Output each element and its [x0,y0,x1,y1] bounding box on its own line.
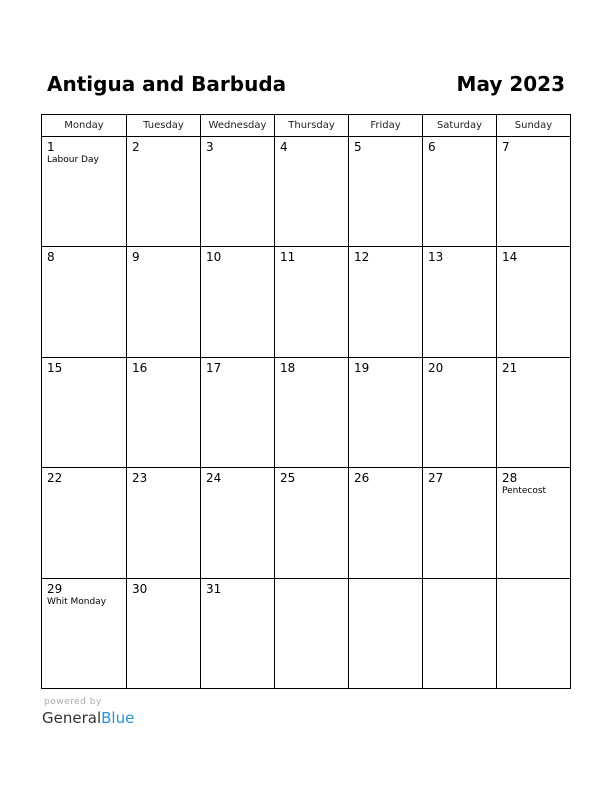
day-number: 31 [206,582,222,596]
day-number: 19 [354,361,370,375]
day-number: 5 [354,140,362,154]
day-number: 23 [132,471,148,485]
day-number: 24 [206,471,222,485]
weekday-header-monday: Monday [42,115,127,137]
day-cell-2 [127,137,201,247]
weekday-header-row [42,115,571,137]
empty-day-cell [497,579,571,689]
weekday-header-sunday: Sunday [497,115,571,137]
day-number: 14 [502,250,518,264]
day-cell-14 [497,247,571,358]
day-cell-29 [42,579,127,689]
day-cell-27 [423,468,497,579]
day-cell-20 [423,358,497,468]
empty-day-cell [349,579,423,689]
day-number: 8 [47,250,55,264]
day-cell-21 [497,358,571,468]
day-cell-19 [349,358,423,468]
weekday-header-saturday: Saturday [423,115,497,137]
generalblue-logo [42,708,134,728]
day-cell-24 [201,468,275,579]
day-number: 16 [132,361,148,375]
empty-day-cell [275,579,349,689]
country-title: Antigua and Barbuda [47,72,287,96]
day-cell-3 [201,137,275,247]
brand-general-text: General [42,709,102,727]
day-cell-9 [127,247,201,358]
brand-blue-text: Blue [101,709,135,727]
day-number: 25 [280,471,296,485]
day-number: 21 [502,361,518,375]
day-number: 7 [502,140,510,154]
day-cell-28 [497,468,571,579]
day-cell-22 [42,468,127,579]
day-number: 20 [428,361,444,375]
weekday-header-wednesday: Wednesday [201,115,275,137]
day-number: 17 [206,361,222,375]
day-cell-17 [201,358,275,468]
day-number: 13 [428,250,444,264]
holiday-label: Pentecost [502,486,547,496]
day-number: 6 [428,140,436,154]
day-cell-13 [423,247,497,358]
day-number: 4 [280,140,288,154]
empty-day-cell [423,579,497,689]
day-cell-11 [275,247,349,358]
day-number: 12 [354,250,370,264]
day-number: 27 [428,471,444,485]
day-cell-8 [42,247,127,358]
day-number: 26 [354,471,370,485]
day-cell-16 [127,358,201,468]
weekday-header-friday: Friday [349,115,423,137]
day-cell-30 [127,579,201,689]
day-cell-26 [349,468,423,579]
day-number: 10 [206,250,222,264]
weekday-header-tuesday: Tuesday [127,115,201,137]
day-number: 18 [280,361,296,375]
day-cell-10 [201,247,275,358]
day-number: 30 [132,582,148,596]
day-cell-23 [127,468,201,579]
day-cell-12 [349,247,423,358]
day-cell-7 [497,137,571,247]
weekday-header-thursday: Thursday [275,115,349,137]
footer-branding [42,697,134,728]
day-number: 11 [280,250,296,264]
powered-by-label: powered by [44,697,102,707]
day-number: 15 [47,361,63,375]
holiday-label: Whit Monday [47,597,107,607]
holiday-label: Labour Day [47,155,99,165]
day-number: 22 [47,471,63,485]
day-number: 29 [47,582,63,596]
day-number: 3 [206,140,214,154]
month-year-title: May 2023 [456,72,565,96]
day-number: 1 [47,140,55,154]
day-cell-1 [42,137,127,247]
day-cell-15 [42,358,127,468]
day-cell-18 [275,358,349,468]
day-cell-6 [423,137,497,247]
day-number: 28 [502,471,518,485]
day-number: 2 [132,140,140,154]
day-cell-4 [275,137,349,247]
month-calendar-grid [41,114,571,689]
day-cell-25 [275,468,349,579]
day-cell-5 [349,137,423,247]
day-cell-31 [201,579,275,689]
day-number: 9 [132,250,140,264]
